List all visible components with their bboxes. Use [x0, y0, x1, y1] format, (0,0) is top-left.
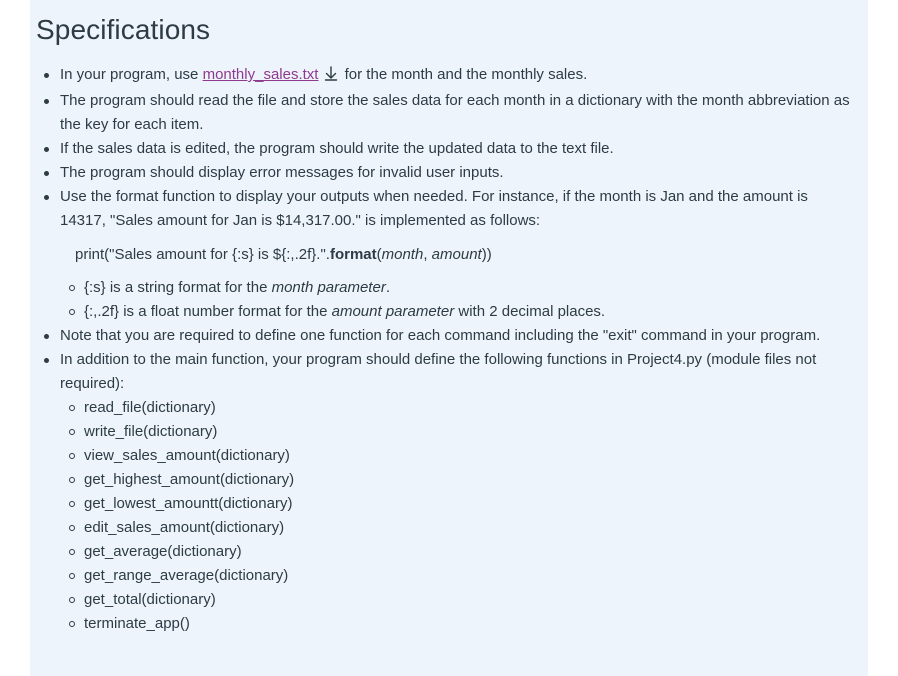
download-icon[interactable] — [324, 65, 338, 89]
list-item — [84, 300, 850, 324]
function-item: get_highest_amount(dictionary) — [84, 468, 850, 492]
note-text: . — [385, 279, 390, 296]
function-item: view_sales_amount(dictionary) — [84, 444, 850, 468]
bullet-text: In your program, use — [60, 66, 203, 83]
specifications-list — [36, 63, 868, 636]
note-italic: amount parameter — [331, 303, 455, 320]
function-item: get_lowest_amountt(dictionary) — [84, 492, 850, 516]
format-notes-list — [60, 276, 850, 324]
function-item: terminate_app() — [84, 612, 850, 636]
code-part: , — [423, 246, 432, 263]
list-item — [60, 348, 850, 636]
note-italic: month parameter — [271, 279, 386, 296]
function-item: write_file(dictionary) — [84, 420, 850, 444]
note-text: {:s} is a string format for the — [84, 279, 272, 296]
bullet-text: for the month and the monthly sales. — [340, 66, 588, 83]
function-item: read_file(dictionary) — [84, 396, 850, 420]
list-item: The program should display error messages for invalid user inputs. — [60, 161, 850, 185]
code-example — [75, 243, 850, 267]
code-part-bold: format — [329, 246, 377, 263]
note-text: {:,.2f} is a float number format for the — [84, 303, 332, 320]
list-item: The program should read the file and store the sales data for each month in a dictionary with the month abbreviation as the key for each item. — [60, 89, 850, 137]
note-text: with 2 decimal places. — [454, 303, 606, 320]
page-title: Specifications — [36, 14, 211, 45]
function-item: get_total(dictionary) — [84, 588, 850, 612]
list-item: If the sales data is edited, the program should write the updated data to the text file. — [60, 137, 850, 161]
monthly-sales-file-link[interactable]: monthly_sales.txt — [202, 66, 319, 83]
code-part: print("Sales amount for {:s} is ${:,.2f}.". — [75, 246, 330, 263]
function-item: edit_sales_amount(dictionary) — [84, 516, 850, 540]
list-item — [60, 63, 850, 89]
list-item: Note that you are required to define one function for each command including the "exit" command in your program. — [60, 324, 850, 348]
list-item — [84, 276, 850, 300]
bullet-text: Use the format function to display your outputs when needed. For instance, if the month is Jan and the amount is 14317, "Sales amount for Jan is $14,317.00." is implemented as follows: — [60, 188, 808, 229]
code-part: )) — [481, 246, 492, 263]
code-part-italic: month — [381, 246, 424, 263]
code-part: ( — [376, 246, 382, 263]
function-item: get_range_average(dictionary) — [84, 564, 850, 588]
list-item — [60, 185, 850, 324]
bullet-text: In addition to the main function, your program should define the following functions in Project4.py (module files not required): — [60, 351, 817, 392]
function-list — [60, 396, 850, 636]
code-part-italic: amount — [431, 246, 482, 263]
function-item: get_average(dictionary) — [84, 540, 850, 564]
content-panel — [30, 0, 868, 676]
